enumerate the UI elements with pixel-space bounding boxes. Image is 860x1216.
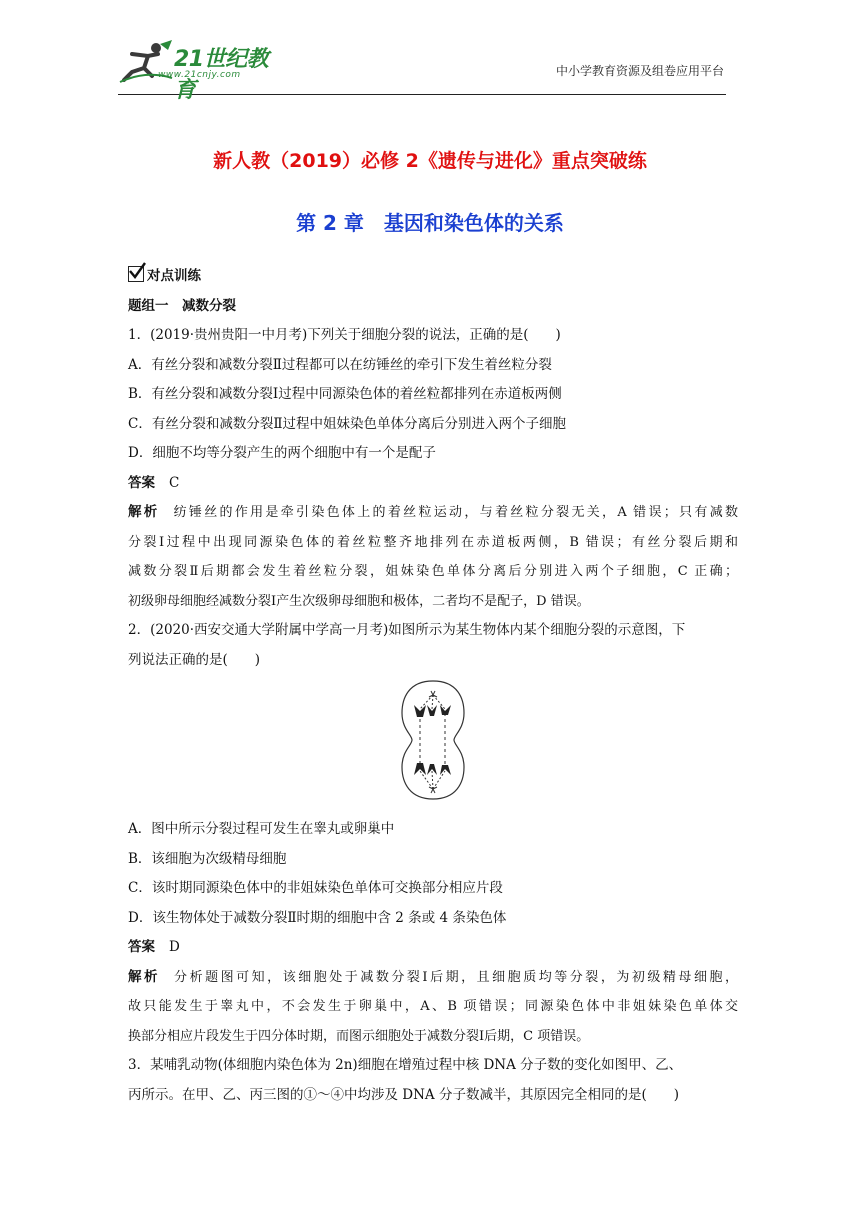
- q2-option-a: A．图中所示分裂过程可发生在睾丸或卵巢中: [128, 821, 395, 837]
- cell-division-figure: [128, 675, 738, 815]
- q2-answer: [128, 933, 738, 963]
- answer-label: 答案: [128, 939, 155, 955]
- q2-option-d: D．该生物体处于减数分裂Ⅱ时期的细胞中含 2 条或 4 条染色体: [128, 909, 507, 926]
- q3-stem-1: 3．某哺乳动物(体细胞内染色体为 2n)细胞在增殖过程中核 DNA 分子数的变化如图甲、乙、: [128, 1057, 683, 1073]
- q1-option-d: D．细胞不均等分裂产生的两个细胞中有一个是配子: [128, 445, 436, 461]
- explain-text: 纺锤丝的作用是牵引染色体上的着丝粒运动，与着丝粒分裂无关，A 错误；只有减数: [173, 505, 738, 520]
- q1-option-a: A．有丝分裂和减数分裂Ⅱ过程都可以在纺锤丝的牵引下发生着丝粒分裂: [128, 356, 552, 373]
- document-body: [128, 262, 738, 1110]
- checkbox-icon: [128, 266, 144, 282]
- document-title: 新人教（2019）必修 2《遗传与进化》重点突破练: [213, 150, 647, 172]
- q3-stem-2: 丙所示。在甲、乙、丙三图的①～④中均涉及 DNA 分子数减半，其原因完全相同的是( ): [128, 1086, 680, 1103]
- explain-label: 解析: [128, 968, 161, 985]
- logo-text: 21世纪教育: [174, 47, 269, 103]
- answer-label: 答案: [128, 474, 155, 491]
- q2-stem-2: 列说法正确的是( ): [128, 651, 261, 668]
- q1-explain-2: 分裂Ⅰ过程中出现同源染色体的着丝粒整齐地排列在赤道板两侧，B 错误；有丝分裂后期和: [128, 534, 738, 550]
- explain-text: 分析题图可知，该细胞处于减数分裂Ⅰ后期，且细胞质均等分裂，为初级精母细胞，: [174, 969, 738, 985]
- q1-option-b: B．有丝分裂和减数分裂Ⅰ过程中同源染色体的着丝粒都排列在赤道板两侧: [128, 386, 562, 402]
- section-label: 对点训练: [147, 268, 201, 284]
- q1-explain-1: [128, 498, 738, 528]
- q1-option-c: C．有丝分裂和减数分裂Ⅱ过程中姐妹染色单体分离后分别进入两个子细胞: [128, 415, 567, 432]
- chapter-title: 第 2 章 基因和染色体的关系: [296, 211, 564, 235]
- answer-value: D: [169, 939, 180, 955]
- q1-explain-4: 初级卵母细胞经减数分裂Ⅰ产生次级卵母细胞和极体，二者均不是配子，D 错误。: [128, 593, 590, 609]
- answer-value: C: [169, 474, 180, 491]
- logo: [118, 40, 288, 103]
- logo-url: www.21cnjy.com: [158, 70, 241, 80]
- group-heading: 题组一 减数分裂: [128, 297, 236, 314]
- platform-name: 中小学教育资源及组卷应用平台: [555, 64, 724, 78]
- q2-explain-3: 换部分相应片段发生于四分体时期，而图示细胞处于减数分裂Ⅰ后期，C 项错误。: [128, 1028, 590, 1044]
- q1-answer: [128, 469, 738, 499]
- q2-option-c: C．该时期同源染色体中的非姐妹染色单体可交换部分相应片段: [128, 880, 503, 896]
- q2-option-b: B．该细胞为次级精母细胞: [128, 850, 287, 867]
- section-heading: [128, 262, 738, 292]
- q2-stem-1: 2．(2020·西安交通大学附属中学高一月考)如图所示为某生物体内某个细胞分裂的示意图，下: [128, 622, 686, 638]
- q1-explain-3: 减数分裂Ⅱ后期都会发生着丝粒分裂，姐妹染色单体分离后分别进入两个子细胞，C 正确；: [128, 564, 738, 579]
- page-header: [118, 38, 726, 103]
- explain-label: 解析: [128, 504, 160, 520]
- q2-explain-1: [128, 963, 738, 993]
- q1-stem: 1．(2019·贵州贵阳一中月考)下列关于细胞分裂的说法，正确的是( ): [128, 327, 561, 343]
- cell-diagram-icon: [398, 679, 468, 801]
- q2-explain-2: 故只能发生于睾丸中，不会发生于卵巢中，A、B 项错误；同源染色体中非姐妹染色单体交: [128, 999, 738, 1014]
